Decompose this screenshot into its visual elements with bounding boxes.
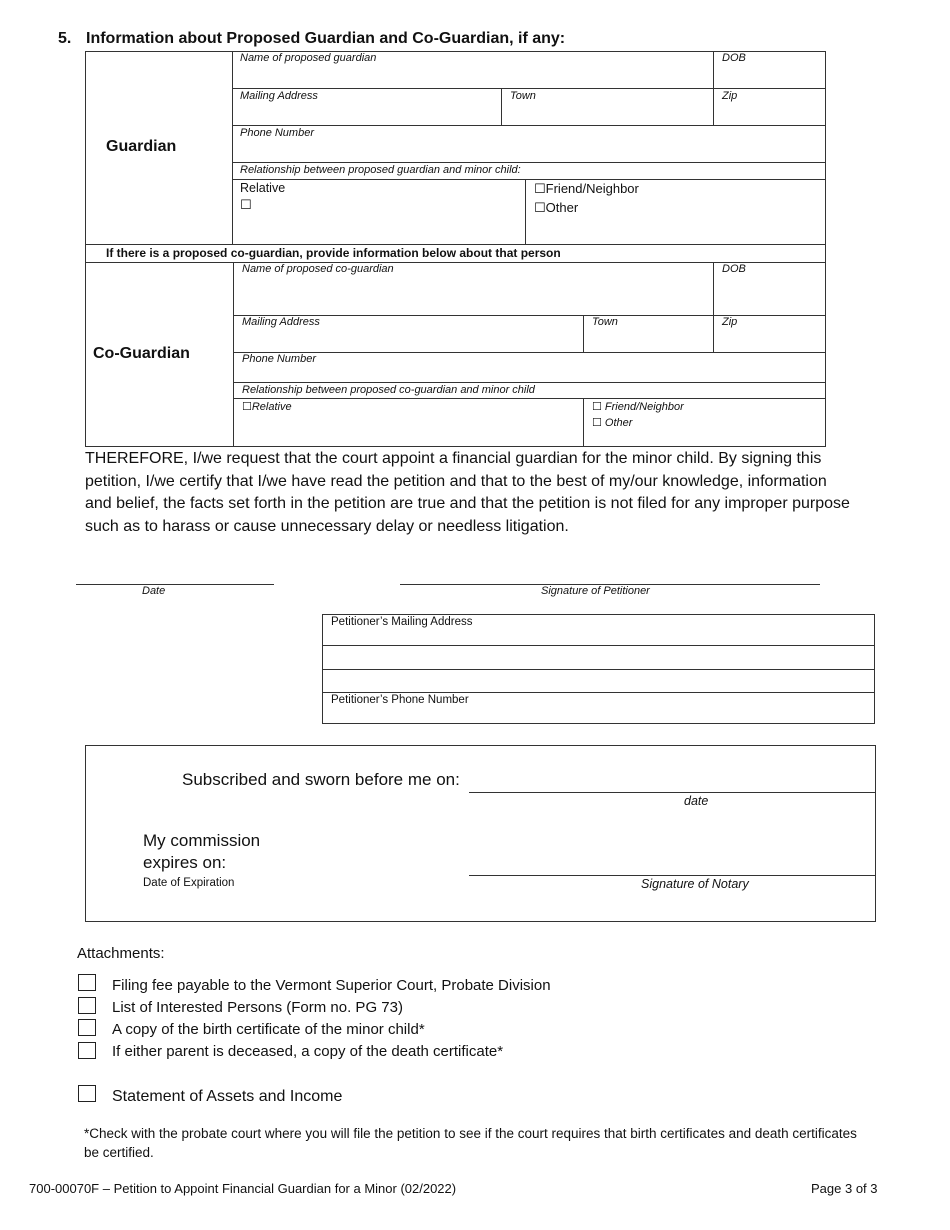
footer-page-number: Page 3 of 3 [811, 1181, 878, 1196]
divider [583, 315, 584, 352]
divider [713, 262, 714, 352]
divider [501, 88, 502, 125]
expiration-caption: Date of Expiration [143, 877, 235, 889]
attachment-label-death-certificate: If either parent is deceased, a copy of the death certificate* [112, 1043, 504, 1060]
co-guardian-friend-checkbox[interactable]: ☐ Friend/Neighbor [592, 401, 684, 413]
footer-form-id: 700-00070F – Petition to Appoint Financial Guardian for a Minor (02/2022) [29, 1181, 457, 1196]
divider [232, 51, 233, 244]
co-guardian-other-checkbox[interactable]: ☐ Other [592, 417, 633, 429]
certification-note: *Check with the probate court where you will file the petition to see if the court requires that birth certificates and death certificates be certified. [84, 1126, 857, 1160]
date-signature-line[interactable] [76, 584, 274, 585]
petitioner-signature-caption: Signature of Petitioner [541, 585, 650, 597]
attachment-checkbox-birth-certificate[interactable] [78, 1019, 96, 1036]
guardian-phone-label: Phone Number [240, 127, 314, 139]
commission-label-line1: My commission [143, 831, 261, 850]
guardian-zip-label: Zip [722, 90, 738, 102]
divider [233, 352, 826, 353]
divider [322, 692, 875, 693]
attachment-label-interested-persons: List of Interested Persons (Form no. PG 73) [112, 999, 403, 1016]
attachment-label-birth-certificate: A copy of the birth certificate of the minor child* [112, 1021, 425, 1038]
notary-signature-caption: Signature of Notary [641, 877, 749, 891]
co-guardian-relationship-label: Relationship between proposed co-guardian and minor child [242, 384, 535, 396]
divider [713, 51, 714, 125]
attachment-checkbox-death-certificate[interactable] [78, 1042, 96, 1059]
co-guardian-zip-label: Zip [722, 316, 738, 328]
co-guardian-name-label: Name of proposed co-guardian [242, 263, 394, 275]
attachment-checkbox-statement[interactable] [78, 1085, 96, 1102]
divider [232, 179, 826, 180]
divider [233, 398, 826, 399]
attachment-label-statement: Statement of Assets and Income [112, 1088, 343, 1105]
co-guardian-dob-label: DOB [722, 263, 746, 275]
section-number: 5. [58, 30, 72, 47]
guardian-friend-checkbox[interactable]: ☐Friend/Neighbor [534, 181, 639, 196]
section-title: Information about Proposed Guardian and Co-Guardian, if any: [86, 30, 566, 47]
guardian-dob-label: DOB [722, 52, 746, 64]
co-guardian-town-label: Town [592, 316, 618, 328]
therefore-paragraph: THEREFORE, I/we request that the court appoint a financial guardian for the minor child. By signing this petition, I/we certify that I/we have read the petition and that to the best of my/our knowledge, information and belief, the facts set forth in the petition are true and that the petition is not filed for any improper purpose such as to harass or cause unnecessary delay or needless litigation. [85, 450, 850, 535]
commission-label-line2: expires on: [143, 853, 227, 872]
divider [232, 162, 826, 163]
guardian-relationship-label: Relationship between proposed guardian and minor child: [240, 164, 521, 176]
attachment-checkbox-interested-persons[interactable] [78, 997, 96, 1014]
attachments-heading: Attachments: [77, 945, 165, 962]
guardian-town-label: Town [510, 90, 536, 102]
divider [85, 262, 826, 263]
section-heading [58, 30, 565, 48]
co-guardian-side-label: Co-Guardian [93, 345, 190, 362]
notary-signature-line[interactable] [469, 875, 876, 876]
divider [233, 262, 234, 447]
guardian-side-label: Guardian [106, 138, 177, 155]
date-caption: Date [142, 585, 166, 597]
sworn-date-caption: date [684, 794, 709, 808]
divider [85, 244, 826, 245]
guardian-other-checkbox[interactable]: ☐Other [534, 200, 579, 215]
co-guardian-banner: If there is a proposed co-guardian, provide information below about that person [106, 246, 561, 260]
divider [233, 382, 826, 383]
sworn-date-line[interactable] [469, 792, 876, 793]
guardian-name-label: Name of proposed guardian [240, 52, 377, 64]
co-guardian-mailing-label: Mailing Address [242, 316, 320, 328]
divider [232, 88, 826, 89]
divider [322, 645, 875, 646]
petitioner-phone-label: Petitioner’s Phone Number [331, 694, 469, 706]
sworn-label: Subscribed and sworn before me on: [182, 770, 460, 789]
divider [322, 669, 875, 670]
co-guardian-phone-label: Phone Number [242, 353, 316, 365]
divider [232, 125, 826, 126]
guardian-relative-checkbox[interactable]: ☐ [240, 197, 252, 212]
guardian-relative-label: Relative [240, 181, 286, 195]
co-guardian-relative-checkbox[interactable]: ☐Relative [242, 401, 292, 413]
petitioner-mailing-label: Petitioner’s Mailing Address [331, 616, 473, 628]
attachment-checkbox-filing-fee[interactable] [78, 974, 96, 991]
divider [525, 179, 526, 244]
attachment-label-filing-fee: Filing fee payable to the Vermont Superior Court, Probate Division [112, 977, 551, 994]
divider [583, 398, 584, 447]
guardian-mailing-label: Mailing Address [240, 90, 318, 102]
